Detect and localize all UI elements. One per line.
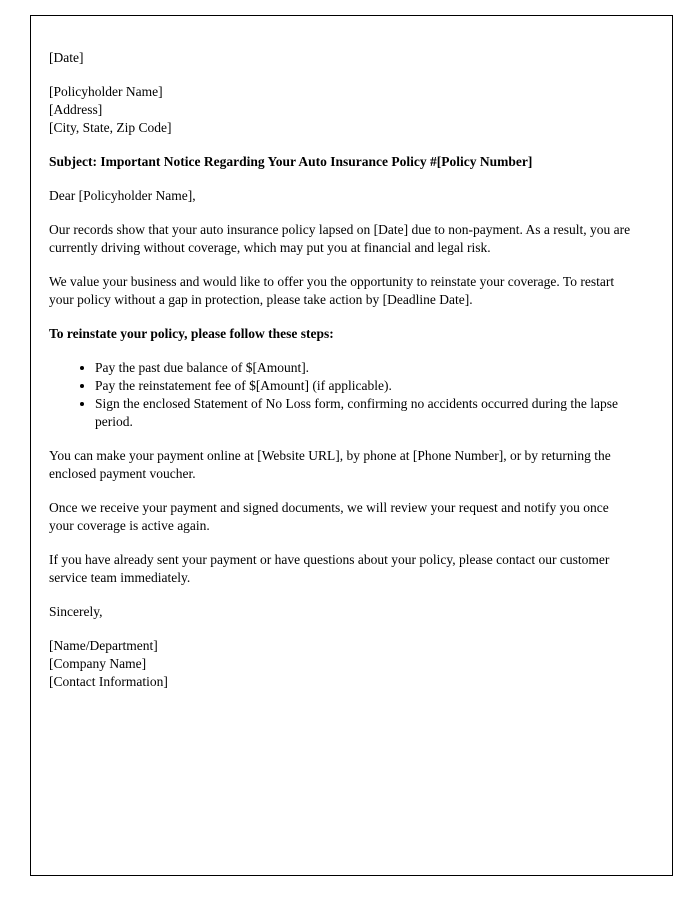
paragraph-reinstate-offer: We value your business and would like to offer you the opportunity to reinstate your coverage. To restart your policy without a gap in protection, please take action by [Deadline Date].: [49, 274, 615, 307]
salutation: Dear [Policyholder Name],: [49, 188, 196, 203]
steps-heading: To reinstate your policy, please follow these steps:: [49, 326, 334, 341]
step-pay-fee: • Pay the reinstatement fee of $[Amount] (if applicable).: [95, 377, 634, 395]
signature-block: [49, 637, 634, 691]
recipient-city-state-zip: [City, State, Zip Code]: [49, 120, 172, 135]
recipient-name: [Policyholder Name]: [49, 84, 163, 99]
recipient-address-block: [49, 83, 634, 137]
letter-frame: [30, 15, 673, 876]
step-sign-statement: • Sign the enclosed Statement of No Loss form, confirming no accidents occurred during the lapse period.: [95, 395, 634, 431]
reinstatement-steps-list: [49, 359, 634, 431]
paragraph-payment-options: You can make your payment online at [Website URL], by phone at [Phone Number], or by returning the enclosed payment voucher.: [49, 448, 611, 481]
paragraph-already-sent: If you have already sent your payment or have questions about your policy, please contact our customer service team immediately.: [49, 552, 610, 585]
signature-name-department: [Name/Department]: [49, 638, 158, 653]
subject-line: Subject: Important Notice Regarding Your Auto Insurance Policy #[Policy Number]: [49, 154, 533, 169]
date-line: [Date]: [49, 50, 84, 65]
paragraph-lapse-notice: Our records show that your auto insurance policy lapsed on [Date] due to non-payment. As a result, you are currently driving without coverage, which may put you at financial and legal risk.: [49, 222, 631, 255]
recipient-address: [Address]: [49, 102, 103, 117]
signature-company-name: [Company Name]: [49, 656, 147, 671]
closing: Sincerely,: [49, 604, 103, 619]
paragraph-review: Once we receive your payment and signed documents, we will review your request and notify you once your coverage is active again.: [49, 500, 609, 533]
step-pay-balance: • Pay the past due balance of $[Amount].: [95, 359, 634, 377]
signature-contact-information: [Contact Information]: [49, 674, 168, 689]
